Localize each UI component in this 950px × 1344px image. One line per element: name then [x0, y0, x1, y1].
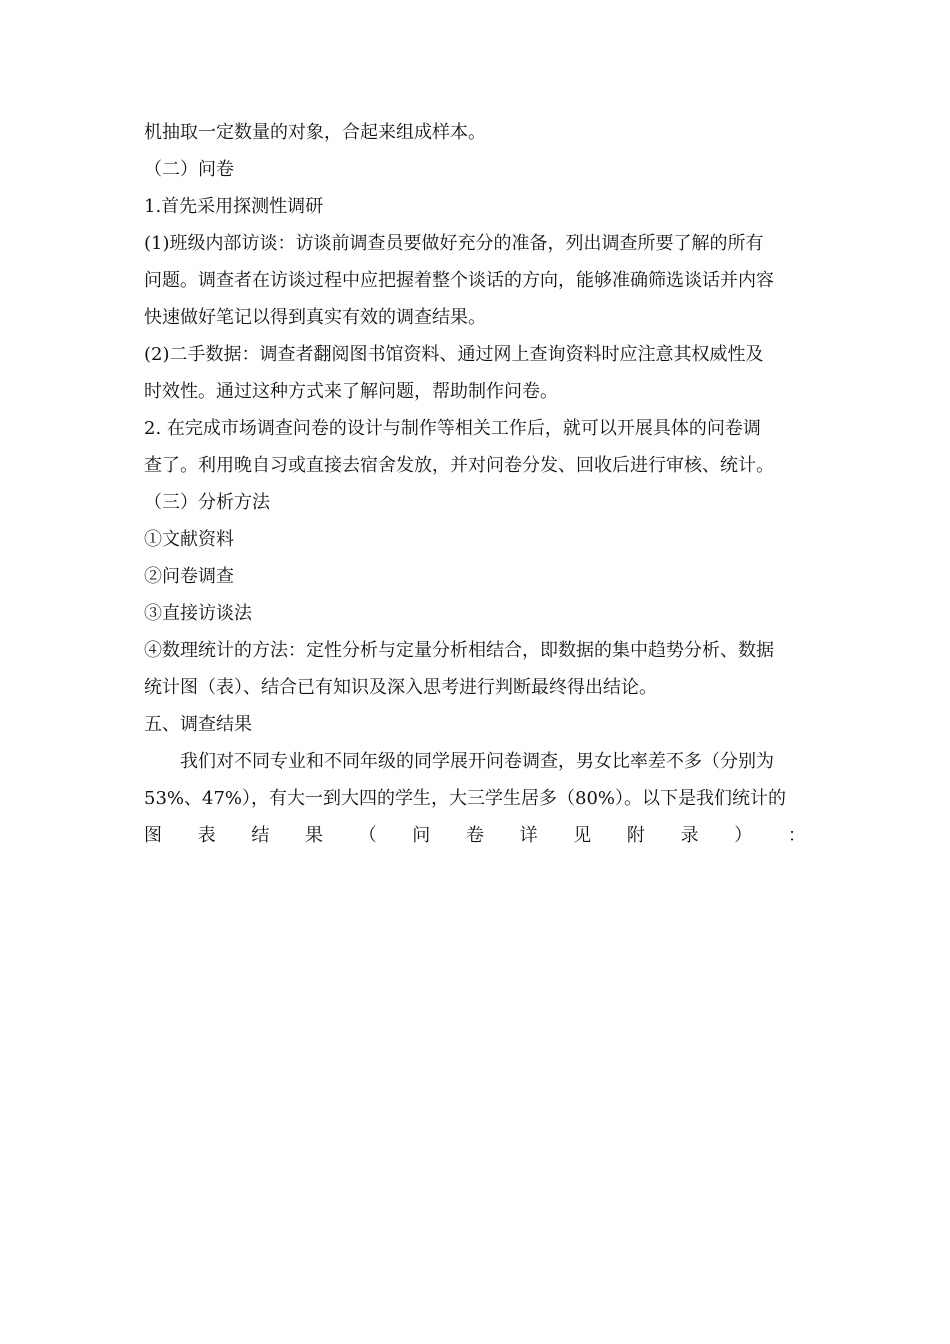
section-heading-questionnaire: （二）问卷	[144, 159, 234, 180]
subheading-exploratory-research: 1.首先采用探测性调研	[144, 196, 324, 217]
list-item: ②问卷调查	[144, 566, 234, 587]
section-heading-survey-results: 五、调查结果	[144, 714, 252, 735]
section-heading-analysis-methods: （三）分析方法	[144, 492, 270, 513]
list-item: ①文献资料	[144, 529, 234, 550]
paragraph-line: 快速做好笔记以得到真实有效的调查结果。	[144, 307, 486, 328]
char: 详	[519, 825, 538, 846]
paragraph-line: 问题。调查者在访谈过程中应把握着整个谈话的方向，能够准确筛选谈话并内容	[144, 270, 774, 291]
char: 表	[197, 825, 216, 846]
list-item: ④数理统计的方法：定性分析与定量分析相结合，即数据的集中趋势分析、数据	[144, 640, 774, 661]
paragraph-line: 时效性。通过这种方式来了解问题，帮助制作问卷。	[144, 381, 558, 402]
char: 图	[144, 825, 162, 846]
paragraph-line: (1)班级内部访谈：访谈前调查员要做好充分的准备，列出调查所要了解的所有	[144, 233, 764, 254]
paragraph-line: 53%、47%），有大一到大四的学生，大三学生居多（80%）。以下是我们统计的	[144, 788, 787, 809]
char: 结	[251, 825, 270, 846]
char: 卷	[465, 825, 484, 846]
char: 附	[626, 825, 645, 846]
char: 问	[412, 825, 431, 846]
justified-last-line	[144, 817, 806, 854]
char: ）	[734, 825, 753, 846]
paragraph-line: 查了。利用晚自习或直接去宿舍发放，并对问卷分发、回收后进行审核、统计。	[144, 455, 774, 476]
char: ：	[787, 825, 806, 846]
paragraph-line: 机抽取一定数量的对象，合起来组成样本。	[144, 122, 486, 143]
paragraph-line: 我们对不同专业和不同年级的同学展开问卷调查，男女比率差不多（分别为	[180, 751, 774, 772]
list-item: ③直接访谈法	[144, 603, 252, 624]
paragraph-line: (2)二手数据：调查者翻阅图书馆资料、通过网上查询资料时应注意其权威性及	[144, 344, 764, 365]
char: 录	[680, 825, 699, 846]
char: 果	[304, 825, 323, 846]
paragraph-line: 统计图（表）、结合已有知识及深入思考进行判断最终得出结论。	[144, 677, 657, 698]
char: （	[358, 825, 377, 846]
char: 见	[573, 825, 592, 846]
paragraph-line: 2. 在完成市场调查问卷的设计与制作等相关工作后，就可以开展具体的问卷调	[144, 418, 761, 439]
document-body	[144, 114, 806, 854]
